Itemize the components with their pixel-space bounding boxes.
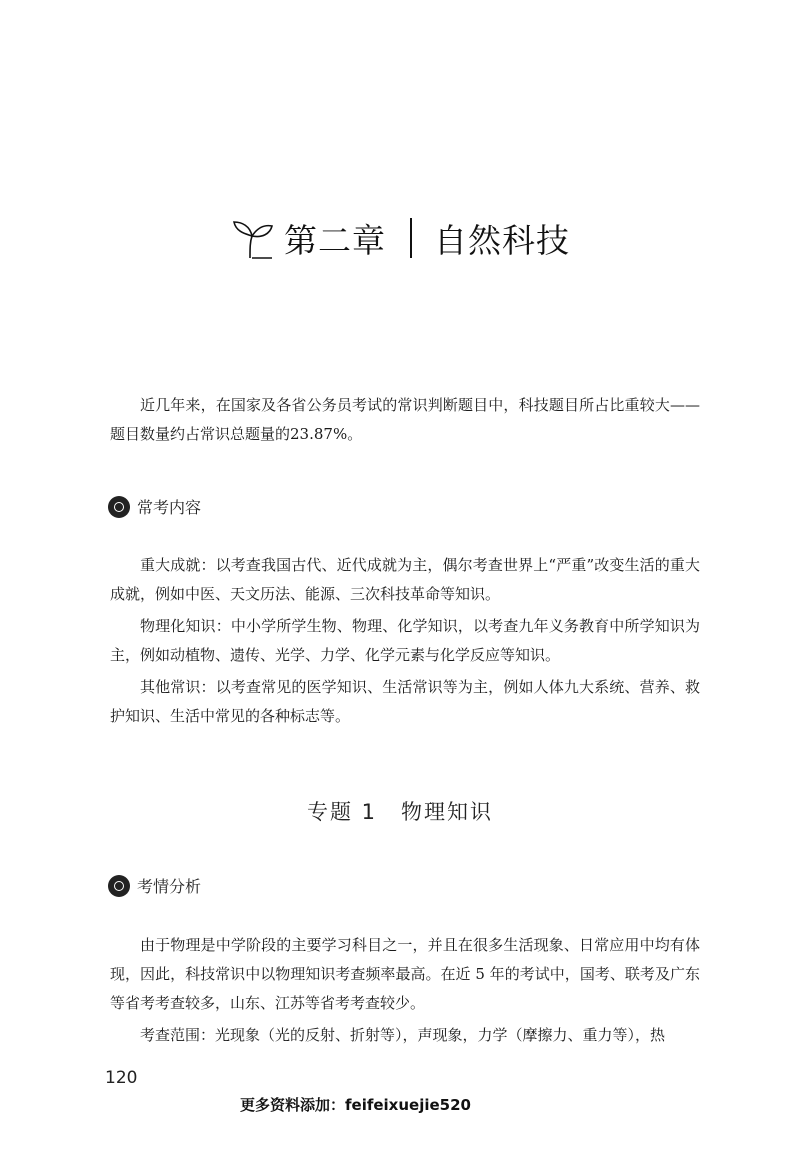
analysis-block	[110, 931, 700, 1050]
chapter-divider	[410, 218, 412, 258]
common-content-paragraph: 其他常识：以考查常见的医学知识、生活常识等为主，例如人体九大系统、营养、救护知识、生活中常见的各种标志等。	[110, 678, 700, 725]
common-content-heading	[108, 495, 201, 518]
intro-block	[110, 391, 700, 449]
analysis-paragraph: 考查范围：光现象（光的反射、折射等），声现象，力学（摩擦力、重力等），热	[140, 1026, 666, 1044]
page-number: 120	[105, 1068, 138, 1088]
chapter-header	[228, 208, 570, 268]
footer-note: 更多资料添加：feifeixuejie520	[240, 1096, 471, 1114]
chapter-title: 自然科技	[434, 220, 570, 260]
common-content-heading-text: 常考内容	[137, 498, 202, 517]
chapter-label: 第二章	[284, 220, 386, 260]
intro-paragraph: 近几年来，在国家及各省公务员考试的常识判断题目中，科技题目所占比重较大——题目数量约占常识总题量的23.87%。	[110, 396, 700, 443]
section-bullet-icon	[108, 875, 130, 897]
common-content-paragraph: 重大成就：以考查我国古代、近代成就为主，偶尔考查世界上“严重”改变生活的重大成就，例如中医、天文历法、能源、三次科技革命等知识。	[110, 556, 700, 603]
topic-number: 专题 1	[306, 800, 378, 824]
analysis-heading-text: 考情分析	[137, 877, 202, 896]
section-bullet-icon	[108, 496, 130, 518]
common-content-paragraph: 物理化知识：中小学所学生物、物理、化学知识，以考查九年义务教育中所学知识为主，例如动植物、遗传、光学、力学、化学元素与化学反应等知识。	[110, 617, 700, 664]
common-content-block	[110, 551, 700, 731]
analysis-paragraph: 由于物理是中学阶段的主要学习科目之一，并且在很多生活现象、日常应用中均有体现，因此，科技常识中以物理知识考查频率最高。在近 5 年的考试中，国考、联考及广东等省考考查较多，山东、江苏等省考考查较少。	[110, 936, 700, 1012]
analysis-heading	[108, 874, 201, 897]
sprout-icon	[228, 212, 280, 264]
topic-title	[0, 796, 800, 826]
topic-name: 物理知识	[401, 800, 494, 824]
